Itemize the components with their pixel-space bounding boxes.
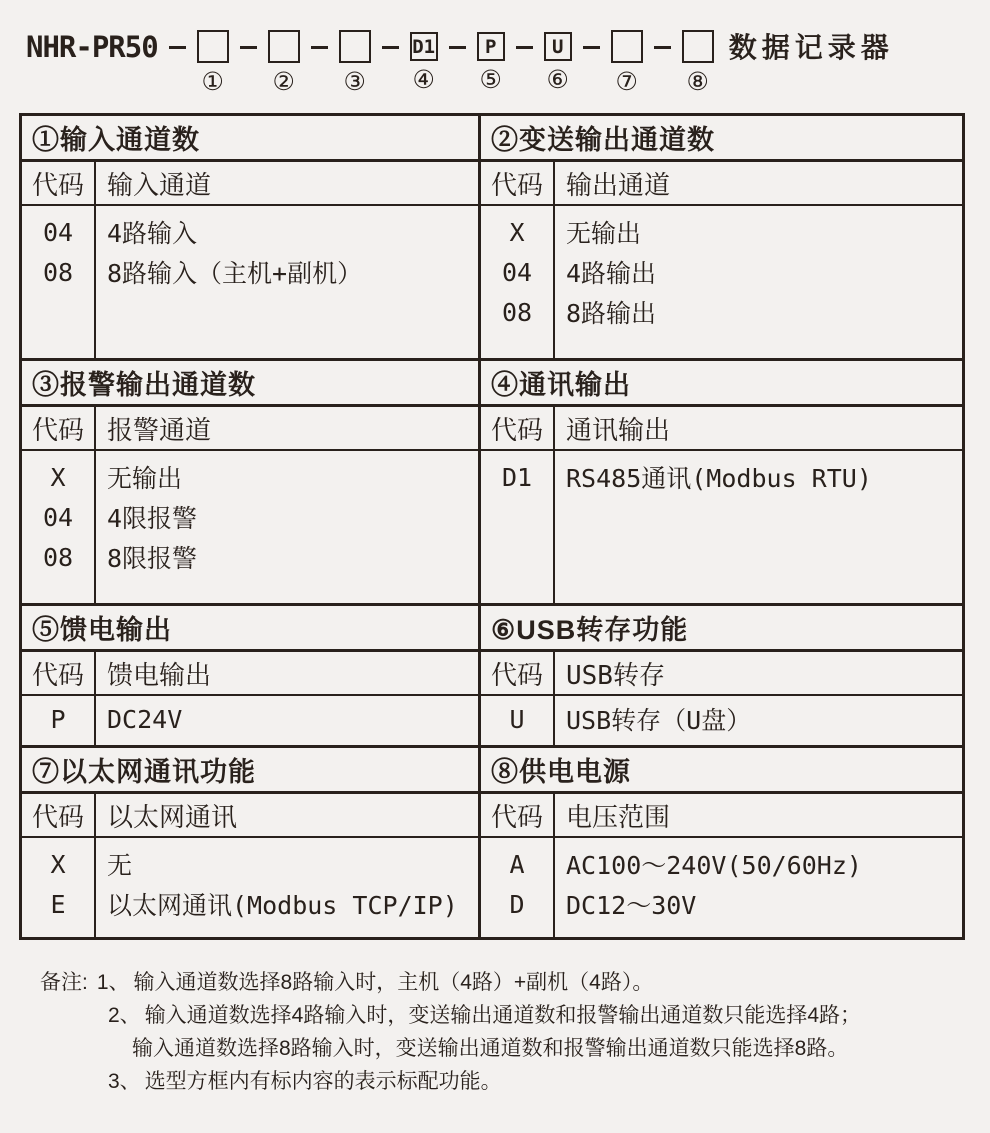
model-slot-2 [268,30,300,95]
slot-number-4: ④ [412,66,435,94]
model-prefix: NHR-PR50 [26,30,158,64]
slot-number-7: ⑦ [615,68,638,96]
code-cell: X [50,849,66,879]
section-title: ⑧供电电源 [481,748,962,794]
desc-cell: 4限报警 [107,504,198,533]
section-header-row [481,794,962,838]
code-cell: D1 [501,462,533,492]
code-cell: P [50,704,66,734]
code-column [481,451,555,603]
section-header-row [481,652,962,696]
code-box-6: U [544,32,572,61]
desc-column [96,451,478,603]
section-body [481,838,962,937]
desc-cell: 4路输入 [107,219,198,248]
model-code-diagram [26,30,894,95]
section-header-row [481,162,962,206]
model-slot-5 [477,30,505,93]
code-cell: 08 [501,297,533,327]
section-title: ⑤馈电输出 [22,606,478,652]
code-box-2 [268,30,300,63]
section-title: ⑦以太网通讯功能 [22,748,478,794]
desc-header-cell: 输出通道 [566,170,671,201]
desc-cell: 无 [107,851,133,880]
section-title: ⑥USB转存功能 [481,606,962,652]
desc-header-cell: 通讯输出 [566,415,671,446]
section-alarm-output-channels [22,361,481,603]
desc-cell: 无输出 [566,219,642,248]
desc-cell: 4路输出 [566,259,657,288]
code-header-cell: 代码 [481,652,555,694]
note-line-4 [40,1069,960,1095]
model-slot-4 [410,30,438,93]
code-box-8 [682,30,714,63]
model-slot-8 [682,30,714,95]
section-feed-power-output [22,606,481,745]
note-line-2 [40,1003,960,1029]
code-header-cell: 代码 [22,407,96,449]
desc-column [96,696,478,745]
section-communication-output [481,361,962,603]
desc-column [555,696,962,745]
section-body [22,206,478,358]
slot-number-1: ① [201,68,224,96]
section-body [22,696,478,745]
code-column [481,838,555,937]
footnotes [40,970,960,1102]
dash-separator [583,46,600,49]
model-slot-6 [544,30,572,93]
desc-cell: RS485通讯(Modbus RTU) [566,464,872,493]
slot-number-5: ⑤ [479,66,502,94]
table-band-2 [22,358,962,603]
code-column [481,206,555,358]
code-header-cell: 代码 [22,794,96,836]
code-cell: U [509,704,525,734]
dash-separator [382,46,399,49]
desc-cell: USB转存（U盘） [566,706,752,735]
section-usb-transfer [481,606,962,745]
slot-number-6: ⑥ [546,66,569,94]
dash-separator [240,46,257,49]
note-line-1 [40,970,960,996]
code-column [22,206,96,358]
note-text: 输入通道数选择8路输入时，变送输出通道数和报警输出通道数只能选择8路。 [132,1037,849,1060]
code-header-cell: 代码 [22,652,96,694]
desc-cell: 以太网通讯(Modbus TCP/IP) [107,891,458,920]
desc-header-cell: USB转存 [566,660,665,691]
desc-column [555,206,962,358]
desc-cell: DC24V [107,704,183,734]
code-header-cell: 代码 [481,407,555,449]
code-cell: D [509,889,525,919]
table-band-1 [22,116,962,358]
section-header-row [22,794,478,838]
note-text: 选型方框内有标内容的表示标配功能。 [144,1070,502,1093]
desc-cell: 8限报警 [107,544,198,573]
section-ethernet-communication [22,748,481,937]
code-header-cell: 代码 [481,162,555,204]
code-column [22,451,96,603]
desc-cell: AC100～240V(50/60Hz) [566,851,862,880]
code-header-cell: 代码 [481,794,555,836]
section-title: ①输入通道数 [22,116,478,162]
desc-header-cell: 馈电输出 [107,660,212,691]
note-number: 3、 [108,1070,141,1093]
desc-header-cell: 报警通道 [107,415,212,446]
code-box-4: D1 [410,32,438,61]
desc-column [96,206,478,358]
desc-cell: 8路输出 [566,299,657,328]
desc-cell: 8路输入（主机+副机） [107,259,363,288]
dash-separator [449,46,466,49]
section-title: ③报警输出通道数 [22,361,478,407]
section-title: ④通讯输出 [481,361,962,407]
notes-label: 备注: [40,971,88,994]
desc-column [555,838,962,937]
dash-separator [169,46,186,49]
code-cell: 04 [42,217,74,247]
code-cell: 04 [501,257,533,287]
dash-separator [311,46,328,49]
section-body [481,451,962,603]
section-header-row [22,652,478,696]
code-column [22,696,96,745]
note-line-3 [40,1036,960,1062]
code-cell: E [50,889,66,919]
section-header-row [22,407,478,451]
note-number: 1、 [96,971,130,994]
code-box-1 [197,30,229,63]
code-box-3 [339,30,371,63]
code-box-5: P [477,32,505,61]
code-column [481,696,555,745]
desc-header-cell: 以太网通讯 [107,802,238,833]
section-body [22,838,478,937]
desc-header-cell: 输入通道 [107,170,212,201]
section-input-channels [22,116,481,358]
code-cell: 08 [42,542,74,572]
code-column [22,838,96,937]
section-body [481,696,962,745]
code-cell: 04 [42,502,74,532]
model-slot-1 [197,30,229,95]
note-text: 输入通道数选择4路输入时，变送输出通道数和报警输出通道数只能选择4路； [144,1004,862,1027]
table-band-3 [22,603,962,745]
section-power-supply [481,748,962,937]
code-cell: A [509,849,525,879]
model-slot-7 [611,30,643,95]
desc-header-cell: 电压范围 [566,802,671,833]
desc-cell: DC12～30V [566,891,697,920]
code-cell: X [509,217,525,247]
selection-table [19,113,965,940]
section-body [22,451,478,603]
model-slot-3 [339,30,371,95]
dash-separator [516,46,533,49]
slot-number-3: ③ [343,68,366,96]
section-header-row [481,407,962,451]
desc-column [96,838,478,937]
code-box-7 [611,30,643,63]
section-title: ②变送输出通道数 [481,116,962,162]
desc-column [555,451,962,603]
slot-number-2: ② [272,68,295,96]
desc-cell: 无输出 [107,464,183,493]
product-type-label: 数据记录器 [728,32,894,63]
code-header-cell: 代码 [22,162,96,204]
note-text: 输入通道数选择8路输入时，主机（4路）+副机（4路）。 [133,971,654,994]
code-cell: X [50,462,66,492]
table-band-4 [22,745,962,937]
section-transmit-output-channels [481,116,962,358]
code-cell: 08 [42,257,74,287]
section-body [481,206,962,358]
dash-separator [654,46,671,49]
slot-number-8: ⑧ [686,68,709,96]
section-header-row [22,162,478,206]
note-number: 2、 [108,1004,141,1027]
